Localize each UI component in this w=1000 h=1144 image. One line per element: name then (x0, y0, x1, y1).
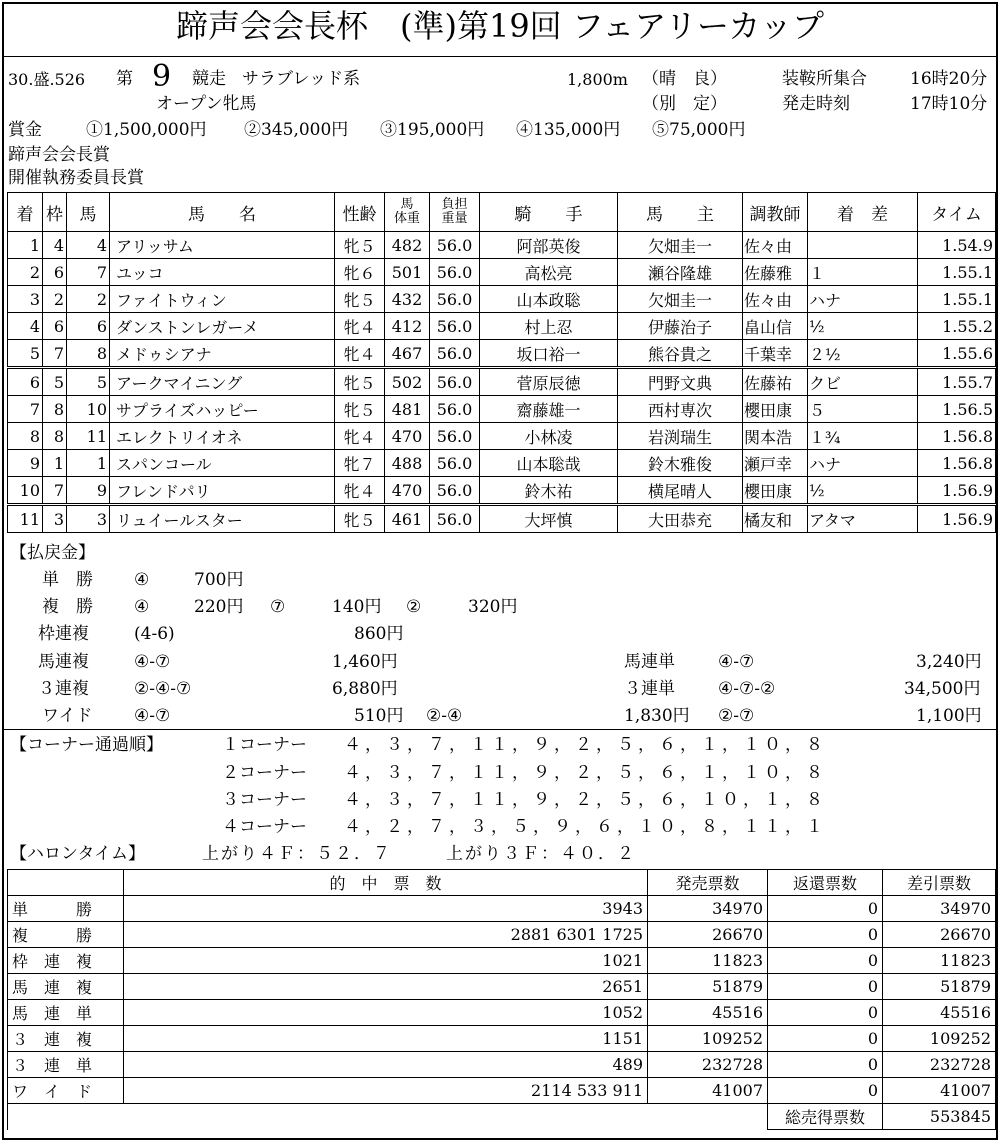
result-burden: 56.0 (430, 340, 480, 368)
result-time: 1.55.1 (918, 286, 996, 313)
race-weather: （晴 良） (642, 69, 727, 89)
umarentan-pay: 3,240円 (916, 652, 982, 672)
result-trainer: 櫻田康 (743, 477, 808, 505)
result-uma: 10 (67, 396, 110, 423)
result-uma: 11 (67, 423, 110, 450)
result-waku: 8 (43, 423, 67, 450)
sales-net-count: 232728 (883, 1052, 996, 1078)
result-time: 1.54.9 (918, 232, 996, 259)
result-place: 9 (8, 450, 43, 477)
result-sexage: 牝７ (335, 450, 385, 477)
sales-refund-count: 0 (768, 948, 883, 974)
result-horse-name: ファイトウィン (110, 286, 335, 313)
result-owner: 西村専次 (618, 396, 743, 423)
result-trainer: 佐々由 (743, 232, 808, 259)
col-time: タイム (918, 193, 996, 232)
sanrenpuku-combo: ②-④-⑦ (134, 679, 192, 699)
sales-row (8, 896, 996, 922)
result-sexage: 牝５ (335, 505, 385, 533)
sales-net-count: 41007 (883, 1078, 996, 1104)
result-margin (808, 232, 918, 259)
sanrentan-pay: 34,500円 (904, 679, 981, 699)
umarentan-label: 馬連単 (624, 652, 675, 672)
result-trainer: 佐藤祐 (743, 368, 808, 396)
result-time: 1.56.9 (918, 505, 996, 533)
sales-row (8, 1000, 996, 1026)
result-trainer: 佐藤雅 (743, 259, 808, 286)
fukusho-combo-2: ⑦ (270, 597, 286, 617)
corner-1-order: ４，３，７，１１，９，２，５，６，１，１０，８ (344, 735, 827, 755)
result-sexage: 牝４ (335, 423, 385, 450)
sales-bet-type: ３ 連 複 (8, 1026, 124, 1052)
result-weight: 501 (385, 259, 430, 286)
sales-header-row (8, 870, 996, 896)
sanrentan-combo: ④-⑦-② (718, 679, 776, 699)
sales-total-label: 総売得票数 (768, 1104, 883, 1130)
result-weight: 488 (385, 450, 430, 477)
result-sexage: 牝４ (335, 313, 385, 340)
umarenfuku-pay: 1,460円 (332, 652, 398, 672)
title-divider (4, 56, 996, 57)
result-trainer: 関本浩 (743, 423, 808, 450)
result-time: 1.55.6 (918, 340, 996, 368)
umarentan-combo: ④-⑦ (718, 652, 755, 672)
result-uma: 4 (67, 232, 110, 259)
result-row (8, 368, 996, 396)
result-jockey: 坂口裕一 (480, 340, 618, 368)
result-burden: 56.0 (430, 477, 480, 505)
result-sexage: 牝６ (335, 259, 385, 286)
results-table (7, 192, 996, 533)
sales-sold-count: 51879 (648, 974, 768, 1000)
result-burden: 56.0 (430, 368, 480, 396)
result-owner: 欠畑圭一 (618, 286, 743, 313)
wide-combo-1: ④-⑦ (134, 706, 171, 726)
sales-net-count: 51879 (883, 974, 996, 1000)
col-margin: 着 差 (808, 193, 918, 232)
col-weight-top: 馬 (400, 197, 414, 213)
result-sexage: 牝５ (335, 286, 385, 313)
race-result-sheet (2, 2, 998, 1140)
result-row (8, 423, 996, 450)
race-class: オープン牝馬 (156, 94, 257, 114)
corner-1-label: １コーナー (222, 735, 307, 755)
result-burden: 56.0 (430, 505, 480, 533)
result-trainer: 畠山信 (743, 313, 808, 340)
sales-hit-count: 3943 (124, 896, 648, 922)
result-jockey: 齋藤雄一 (480, 396, 618, 423)
result-trainer: 橘友和 (743, 505, 808, 533)
furlong-last-3f: 上がり３Ｆ：４０．２ (446, 844, 636, 864)
col-sexage: 性齢 (335, 193, 385, 232)
result-uma: 8 (67, 340, 110, 368)
prize-2: ②345,000円 (244, 120, 349, 140)
result-time: 1.55.2 (918, 313, 996, 340)
col-trainer: 調教師 (743, 193, 808, 232)
result-margin: ハナ (808, 286, 918, 313)
result-margin: ½ (808, 313, 918, 340)
result-weight: 481 (385, 396, 430, 423)
result-burden: 56.0 (430, 286, 480, 313)
result-jockey: 山本聡哉 (480, 450, 618, 477)
sales-col-net: 差引票数 (883, 870, 996, 896)
result-burden: 56.0 (430, 313, 480, 340)
wakuren-pay: 860円 (354, 624, 404, 644)
result-waku: 7 (43, 340, 67, 368)
result-row (8, 450, 996, 477)
result-margin: ハナ (808, 450, 918, 477)
col-burden-bottom: 重量 (441, 211, 468, 226)
result-jockey: 高松亮 (480, 259, 618, 286)
result-row (8, 232, 996, 259)
result-sexage: 牝５ (335, 368, 385, 396)
sales-col-sold: 発売票数 (648, 870, 768, 896)
result-horse-name: ユッコ (110, 259, 335, 286)
result-place: 3 (8, 286, 43, 313)
start-label: 発走時刻 (782, 94, 850, 114)
wide-pay-3: 1,100円 (916, 706, 982, 726)
result-time: 1.56.5 (918, 396, 996, 423)
sales-bet-type: 複 勝 (8, 922, 124, 948)
result-margin: ５ (808, 396, 918, 423)
race-breed: サラブレッド系 (242, 69, 361, 89)
result-horse-name: スパンコール (110, 450, 335, 477)
result-row (8, 340, 996, 368)
result-burden: 56.0 (430, 259, 480, 286)
fukusho-pay-2: 140円 (332, 597, 382, 617)
result-uma: 7 (67, 259, 110, 286)
result-margin: １ (808, 259, 918, 286)
tansho-pay: 700円 (194, 570, 244, 590)
result-uma: 6 (67, 313, 110, 340)
result-place: 5 (8, 340, 43, 368)
sales-row (8, 948, 996, 974)
result-place: 8 (8, 423, 43, 450)
sales-sold-count: 34970 (648, 896, 768, 922)
result-waku: 3 (43, 505, 67, 533)
result-time: 1.56.8 (918, 450, 996, 477)
fukusho-combo-3: ② (406, 597, 422, 617)
result-jockey: 山本政聡 (480, 286, 618, 313)
race-weight-rule: （別 定） (642, 94, 727, 114)
result-waku: 2 (43, 286, 67, 313)
result-trainer: 佐々由 (743, 286, 808, 313)
result-place: 11 (8, 505, 43, 533)
sales-bet-type: ３ 連 単 (8, 1052, 124, 1078)
result-horse-name: リュイールスター (110, 505, 335, 533)
payout-header: 【払戻金】 (10, 543, 95, 563)
furlong-header: 【ハロンタイム】 (10, 844, 145, 864)
results-header-row (8, 193, 996, 232)
sales-total-row (8, 1104, 996, 1130)
wide-pay-1: 510円 (354, 706, 404, 726)
sales-refund-count: 0 (768, 1078, 883, 1104)
result-row (8, 477, 996, 505)
result-place: 1 (8, 232, 43, 259)
col-owner: 馬 主 (618, 193, 743, 232)
sales-sold-count: 41007 (648, 1078, 768, 1104)
result-waku: 6 (43, 313, 67, 340)
furlong-last-4f: 上がり４Ｆ：５２．７ (202, 844, 392, 864)
sales-row (8, 922, 996, 948)
prize-3: ③195,000円 (380, 120, 485, 140)
sanrentan-label: ３連単 (624, 679, 675, 699)
result-time: 1.55.7 (918, 368, 996, 396)
result-trainer: 千葉幸 (743, 340, 808, 368)
wide-label: ワイド (42, 706, 93, 726)
result-owner: 欠畑圭一 (618, 232, 743, 259)
result-margin: クビ (808, 368, 918, 396)
result-waku: 4 (43, 232, 67, 259)
corner-header: 【コーナー通過順】 (10, 735, 163, 755)
sales-sold-count: 26670 (648, 922, 768, 948)
result-waku: 6 (43, 259, 67, 286)
result-uma: 5 (67, 368, 110, 396)
result-place: 7 (8, 396, 43, 423)
result-waku: 5 (43, 368, 67, 396)
sales-sold-count: 232728 (648, 1052, 768, 1078)
col-name: 馬 名 (110, 193, 335, 232)
sales-bet-type: ワ イ ド (8, 1078, 124, 1104)
corner-3-label: ３コーナー (222, 790, 307, 810)
fukusho-label: 複 勝 (42, 597, 93, 617)
result-weight: 461 (385, 505, 430, 533)
sales-col-refund: 返還票数 (768, 870, 883, 896)
race-distance: 1,800m (567, 70, 628, 89)
result-trainer: 瀬戸幸 (743, 450, 808, 477)
result-owner: 門野文典 (618, 368, 743, 396)
result-owner: 横尾晴人 (618, 477, 743, 505)
race-kyoso: 競走 (192, 69, 226, 89)
col-waku: 枠 (43, 193, 67, 232)
result-sexage: 牝５ (335, 232, 385, 259)
race-code: 30.盛.526 (8, 70, 86, 89)
result-uma: 2 (67, 286, 110, 313)
sales-refund-count: 0 (768, 896, 883, 922)
result-horse-name: アリッサム (110, 232, 335, 259)
sales-net-count: 109252 (883, 1026, 996, 1052)
wide-combo-2: ②-④ (426, 706, 463, 726)
result-weight: 470 (385, 477, 430, 505)
result-place: 10 (8, 477, 43, 505)
wakuren-label: 枠連複 (38, 624, 89, 644)
corner-2-label: ２コーナー (222, 763, 307, 783)
col-burden (430, 193, 480, 232)
sales-total-spacer (8, 1104, 768, 1130)
corner-4-order: ４，２，７，３，５，９，６，１０，８，１１，１ (344, 817, 827, 837)
result-waku: 1 (43, 450, 67, 477)
sales-hit-count: 1052 (124, 1000, 648, 1026)
result-waku: 8 (43, 396, 67, 423)
prize-label: 賞金 (8, 120, 42, 140)
sales-refund-count: 0 (768, 1026, 883, 1052)
result-jockey: 村上忍 (480, 313, 618, 340)
sales-row (8, 1078, 996, 1104)
col-weight-bottom: 体重 (393, 211, 420, 226)
wide-combo-3: ②-⑦ (718, 706, 755, 726)
sales-table (7, 869, 996, 1130)
fukusho-combo-1: ④ (134, 597, 150, 617)
result-time: 1.56.9 (918, 477, 996, 505)
payout-divider (4, 729, 996, 730)
result-burden: 56.0 (430, 396, 480, 423)
sales-refund-count: 0 (768, 974, 883, 1000)
sales-net-count: 11823 (883, 948, 996, 974)
result-horse-name: アークマイニング (110, 368, 335, 396)
sales-hit-count: 2881 6301 1725 (124, 922, 648, 948)
result-waku: 7 (43, 477, 67, 505)
race-title: 蹄声会会長杯 (準)第19回 フェアリーカップ (175, 7, 825, 45)
sales-refund-count: 0 (768, 1000, 883, 1026)
col-uma: 馬 (67, 193, 110, 232)
result-weight: 482 (385, 232, 430, 259)
sales-sold-count: 109252 (648, 1026, 768, 1052)
sales-refund-count: 0 (768, 1052, 883, 1078)
result-jockey: 阿部英俊 (480, 232, 618, 259)
sales-col-label (8, 870, 124, 896)
result-weight: 470 (385, 423, 430, 450)
sales-refund-count: 0 (768, 922, 883, 948)
result-place: 4 (8, 313, 43, 340)
result-burden: 56.0 (430, 450, 480, 477)
sales-sold-count: 11823 (648, 948, 768, 974)
col-jockey: 騎 手 (480, 193, 618, 232)
result-owner: 伊藤治子 (618, 313, 743, 340)
result-sexage: 牝５ (335, 396, 385, 423)
sales-hit-count: 2114 533 911 (124, 1078, 648, 1104)
result-horse-name: エレクトリイオネ (110, 423, 335, 450)
result-jockey: 鈴木祐 (480, 477, 618, 505)
result-horse-name: メドゥシアナ (110, 340, 335, 368)
race-dai: 第 (116, 69, 133, 89)
result-burden: 56.0 (430, 423, 480, 450)
result-horse-name: サプライズハッピー (110, 396, 335, 423)
race-number: 9 (152, 59, 172, 94)
sales-hit-count: 1151 (124, 1026, 648, 1052)
result-row (8, 286, 996, 313)
sales-bet-type: 単 勝 (8, 896, 124, 922)
result-horse-name: フレンドパリ (110, 477, 335, 505)
sales-total-value: 553845 (883, 1104, 996, 1130)
corner-4-label: ４コーナー (222, 817, 307, 837)
sales-net-count: 45516 (883, 1000, 996, 1026)
sales-bet-type: 馬 連 単 (8, 1000, 124, 1026)
result-row (8, 313, 996, 340)
sales-hit-count: 2651 (124, 974, 648, 1000)
award-1: 蹄声会会長賞 (8, 145, 110, 165)
umarenfuku-label: 馬連複 (38, 652, 89, 672)
result-weight: 432 (385, 286, 430, 313)
result-jockey: 小林凌 (480, 423, 618, 450)
result-owner: 大田恭充 (618, 505, 743, 533)
result-row (8, 505, 996, 533)
result-weight: 502 (385, 368, 430, 396)
fukusho-pay-3: 320円 (468, 597, 518, 617)
col-weight (385, 193, 430, 232)
sales-row (8, 1026, 996, 1052)
wakuren-combo: (4-6) (134, 624, 175, 644)
sales-row (8, 1052, 996, 1078)
result-jockey: 菅原辰徳 (480, 368, 618, 396)
sales-net-count: 26670 (883, 922, 996, 948)
sales-col-hit: 的 中 票 数 (124, 870, 648, 896)
result-row (8, 259, 996, 286)
sales-row (8, 974, 996, 1000)
result-margin: ½ (808, 477, 918, 505)
award-2: 開催執務委員長賞 (8, 168, 144, 188)
gather-label: 装鞍所集合 (782, 69, 867, 89)
fukusho-pay-1: 220円 (194, 597, 244, 617)
result-owner: 岩渕瑞生 (618, 423, 743, 450)
result-time: 1.56.8 (918, 423, 996, 450)
wide-pay-2: 1,830円 (624, 706, 690, 726)
prize-4: ④135,000円 (516, 120, 621, 140)
prize-5: ⑤75,000円 (652, 120, 746, 140)
umarenfuku-combo: ④-⑦ (134, 652, 171, 672)
col-place: 着 (8, 193, 43, 232)
sales-bet-type: 馬 連 複 (8, 974, 124, 1000)
tansho-label: 単 勝 (42, 570, 93, 590)
start-time: 17時10分 (910, 94, 988, 114)
result-burden: 56.0 (430, 232, 480, 259)
result-row (8, 396, 996, 423)
result-uma: 3 (67, 505, 110, 533)
result-uma: 1 (67, 450, 110, 477)
sales-hit-count: 489 (124, 1052, 648, 1078)
sales-body (8, 896, 996, 1104)
result-margin: アタマ (808, 505, 918, 533)
col-burden-top: 負担 (441, 197, 468, 213)
result-sexage: 牝４ (335, 340, 385, 368)
result-trainer: 櫻田康 (743, 396, 808, 423)
result-owner: 鈴木雅俊 (618, 450, 743, 477)
sanrenpuku-label: ３連複 (38, 679, 89, 699)
result-jockey: 大坪慎 (480, 505, 618, 533)
tansho-combo: ④ (134, 570, 150, 590)
result-uma: 9 (67, 477, 110, 505)
corner-2-order: ４，３，７，１１，９，２，５，６，１，１０，８ (344, 763, 827, 783)
result-margin: １¾ (808, 423, 918, 450)
prize-1: ①1,500,000円 (86, 120, 207, 140)
sales-net-count: 34970 (883, 896, 996, 922)
result-owner: 熊谷貴之 (618, 340, 743, 368)
sales-hit-count: 1021 (124, 948, 648, 974)
result-sexage: 牝４ (335, 477, 385, 505)
result-place: 6 (8, 368, 43, 396)
results-body (8, 232, 996, 533)
result-weight: 467 (385, 340, 430, 368)
result-owner: 瀬谷隆雄 (618, 259, 743, 286)
result-place: 2 (8, 259, 43, 286)
sales-sold-count: 45516 (648, 1000, 768, 1026)
sales-bet-type: 枠 連 複 (8, 948, 124, 974)
gather-time: 16時20分 (910, 69, 988, 89)
corner-3-order: ４，３，７，１１，９，２，５，６，１０，１，８ (344, 790, 827, 810)
result-time: 1.55.1 (918, 259, 996, 286)
result-margin: ２½ (808, 340, 918, 368)
result-horse-name: ダンストンレガーメ (110, 313, 335, 340)
sanrenpuku-pay: 6,880円 (332, 679, 398, 699)
result-weight: 412 (385, 313, 430, 340)
